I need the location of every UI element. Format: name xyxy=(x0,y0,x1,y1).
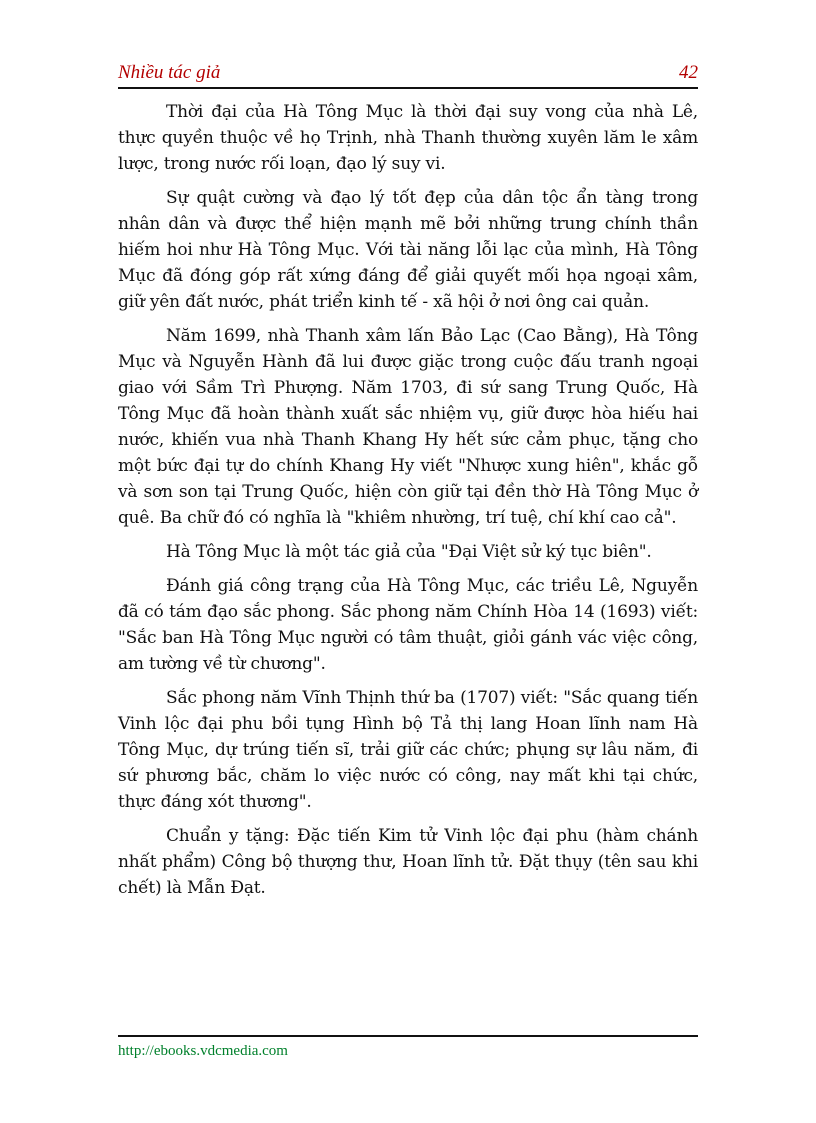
paragraph: Sắc phong năm Vĩnh Thịnh thứ ba (1707) viết: "Sắc quang tiến Vinh lộc đại phu bồi tụng Hình bộ Tả thị lang Hoan lĩnh nam Hà Tông Mục, dự trúng tiến sĩ, trải giữ các chức; phụng sự lâu năm, đi sứ phương bắc, chăm lo việc nước có công, nay mất khi tại chức, thực đáng xót thương". xyxy=(118,688,698,812)
footer-divider xyxy=(118,1035,698,1037)
paragraph: Thời đại của Hà Tông Mục là thời đại suy vong của nhà Lê, thực quyền thuộc về họ Trịnh, nhà Thanh thường xuyên lăm le xâm lược, trong nước rối loạn, đạo lý suy vi. xyxy=(118,102,698,174)
paragraph: Đánh giá công trạng của Hà Tông Mục, các triều Lê, Nguyễn đã có tám đạo sắc phong. Sắc phong năm Chính Hòa 14 (1693) viết: "Sắc ban Hà Tông Mục người có tâm thuật, giỏi gánh vác việc công, am tường về từ chương". xyxy=(118,576,698,674)
paragraph: Năm 1699, nhà Thanh xâm lấn Bảo Lạc (Cao Bằng), Hà Tông Mục và Nguyễn Hành đã lui được giặc trong cuộc đấu tranh ngoại giao với Sầm Trì Phượng. Năm 1703, đi sứ sang Trung Quốc, Hà Tông Mục đã hoàn thành xuất sắc nhiệm vụ, giữ được hòa hiếu hai nước, khiến vua nhà Thanh Khang Hy hết sức cảm phục, tặng cho một bức đại tự do chính Khang Hy viết "Nhược xung hiên", khắc gỗ và sơn son tại Trung Quốc, hiện còn giữ tại đền thờ Hà Tông Mục ở quê. Ba chữ đó có nghĩa là "khiêm nhường, trí tuệ, chí khí cao cả". xyxy=(118,326,698,528)
paragraph: Hà Tông Mục là một tác giả của "Đại Việt sử ký tục biên". xyxy=(166,542,652,562)
header-divider xyxy=(118,87,698,89)
book-author-title: Nhiều tác giả xyxy=(118,62,221,83)
paragraph: Chuẩn y tặng: Đặc tiến Kim tử Vinh lộc đại phu (hàm chánh nhất phẩm) Công bộ thượng thư, Hoan lĩnh tử. Đặt thụy (tên sau khi chết) là Mẫn Đạt. xyxy=(118,826,698,898)
page-body xyxy=(118,99,698,909)
source-url-link[interactable]: http://ebooks.vdcmedia.com xyxy=(118,1043,288,1059)
page-header xyxy=(118,62,698,86)
page-number: 42 xyxy=(679,62,698,83)
paragraph: Sự quật cường và đạo lý tốt đẹp của dân tộc ẩn tàng trong nhân dân và được thể hiện mạnh mẽ bởi những trung chính thần hiếm hoi như Hà Tông Mục. Với tài năng lỗi lạc của mình, Hà Tông Mục đã đóng góp rất xứng đáng để giải quyết mối họa ngoại xâm, giữ yên đất nước, phát triển kinh tế - xã hội ở nơi ông cai quản. xyxy=(118,188,698,312)
